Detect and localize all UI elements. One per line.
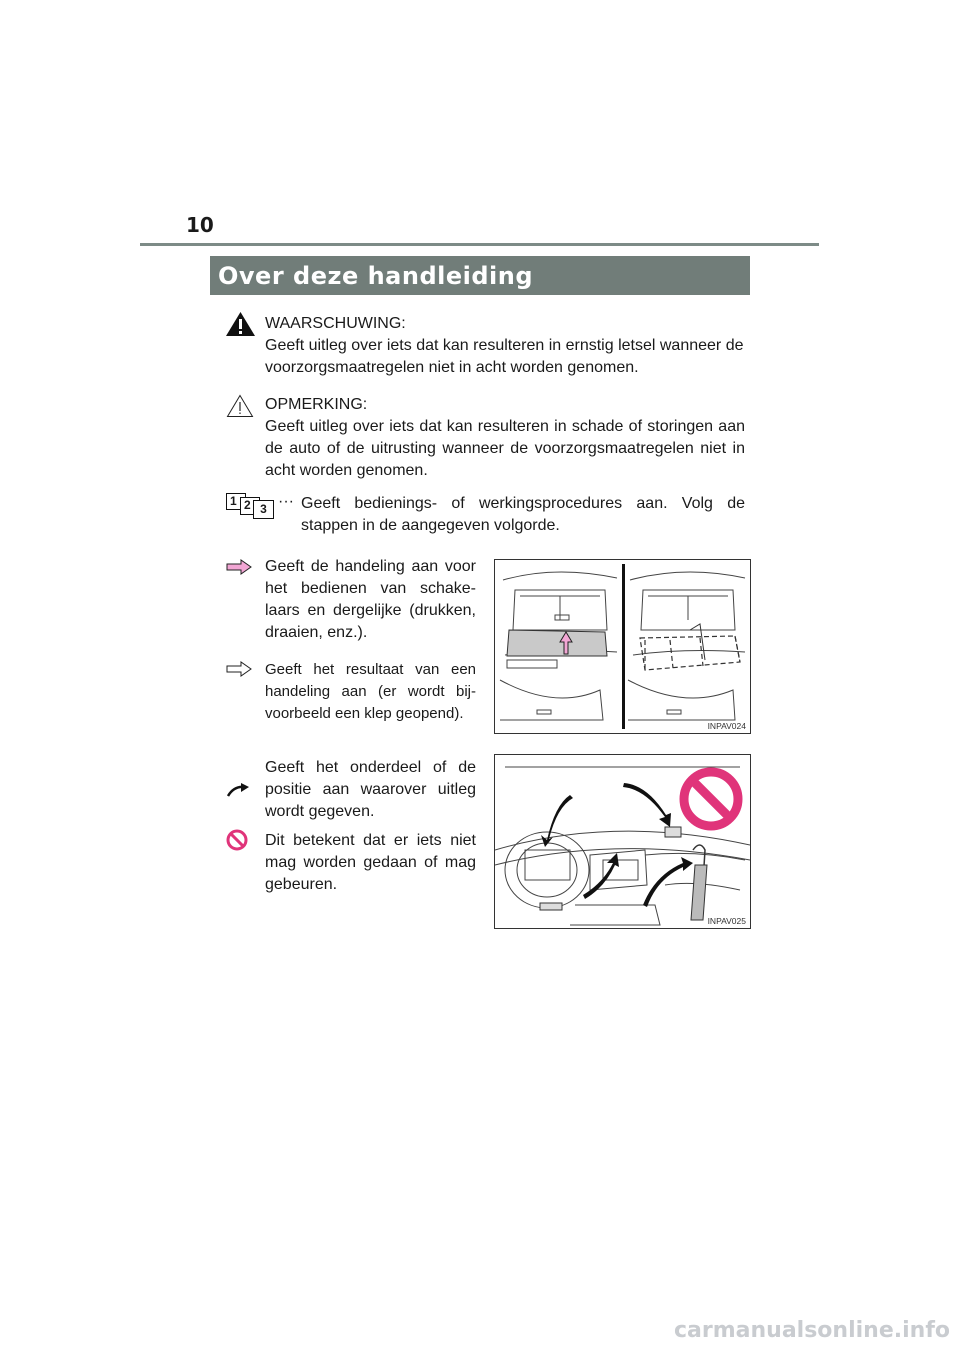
- action-arrow-icon: [226, 559, 252, 575]
- result-arrow-icon: [226, 661, 252, 677]
- prohibited-icon: [226, 829, 248, 851]
- action-arrow-text: Geeft de handeling aan voor het bedienen van schakelaars en dergelijke (drukken, draaien, enz.).: [265, 558, 476, 641]
- step-badge-3: 3: [253, 500, 274, 519]
- steps-text: Geeft bedienings- of werkingsprocedures aan. Volg de stappen in de aangegeven volgorde.: [301, 495, 745, 534]
- prohibited-text: Dit betekent dat er iets niet mag worden gedaan of mag gebeuren.: [265, 832, 476, 893]
- notice-block: [265, 394, 745, 482]
- steps-dots: ···: [278, 493, 294, 510]
- notice-triangle-icon: [226, 394, 254, 418]
- warning-heading: WAARSCHUWING:: [265, 315, 406, 332]
- sunvisor-illustration: [495, 560, 750, 733]
- result-arrow-text: Geeft het resultaat van een handeling aan (er wordt bijvoorbeeld een klep geopend).: [265, 661, 476, 722]
- step-number-icons: [226, 493, 282, 519]
- notice-heading: OPMERKING:: [265, 396, 368, 413]
- warning-block: [265, 313, 745, 379]
- warning-triangle-icon: [225, 311, 256, 337]
- step-badge-1: 1: [226, 493, 246, 510]
- pointer-arrow-icon: [226, 782, 250, 798]
- figure-1-code: INPAV024: [707, 721, 746, 731]
- header-rule: [140, 243, 819, 246]
- watermark-text: carmanualsonline.info: [674, 1318, 950, 1343]
- figure-sunvisor-box: [494, 559, 751, 734]
- dashboard-illustration: [495, 755, 750, 928]
- warning-text: Geeft uitleg over iets dat kan resulteren in ernstig letsel wanneer de voorzorgsmaatregelen niet in acht worden genomen.: [265, 337, 744, 376]
- notice-text: Geeft uitleg over iets dat kan resulteren in schade of storingen aan de auto of de uitrusting wanneer de voorzorgsmaatregelen niet in acht worden genomen.: [265, 418, 745, 479]
- section-title: Over deze handleiding: [218, 262, 534, 290]
- page-number: 10: [186, 213, 214, 237]
- pointer-arrow-text: Geeft het onderdeel of de positie aan waarover uitleg wordt gegeven.: [265, 759, 476, 820]
- figure-dashboard-box: [494, 754, 751, 929]
- step-badge-2: 2: [240, 497, 260, 515]
- figure-2-code: INPAV025: [707, 916, 746, 926]
